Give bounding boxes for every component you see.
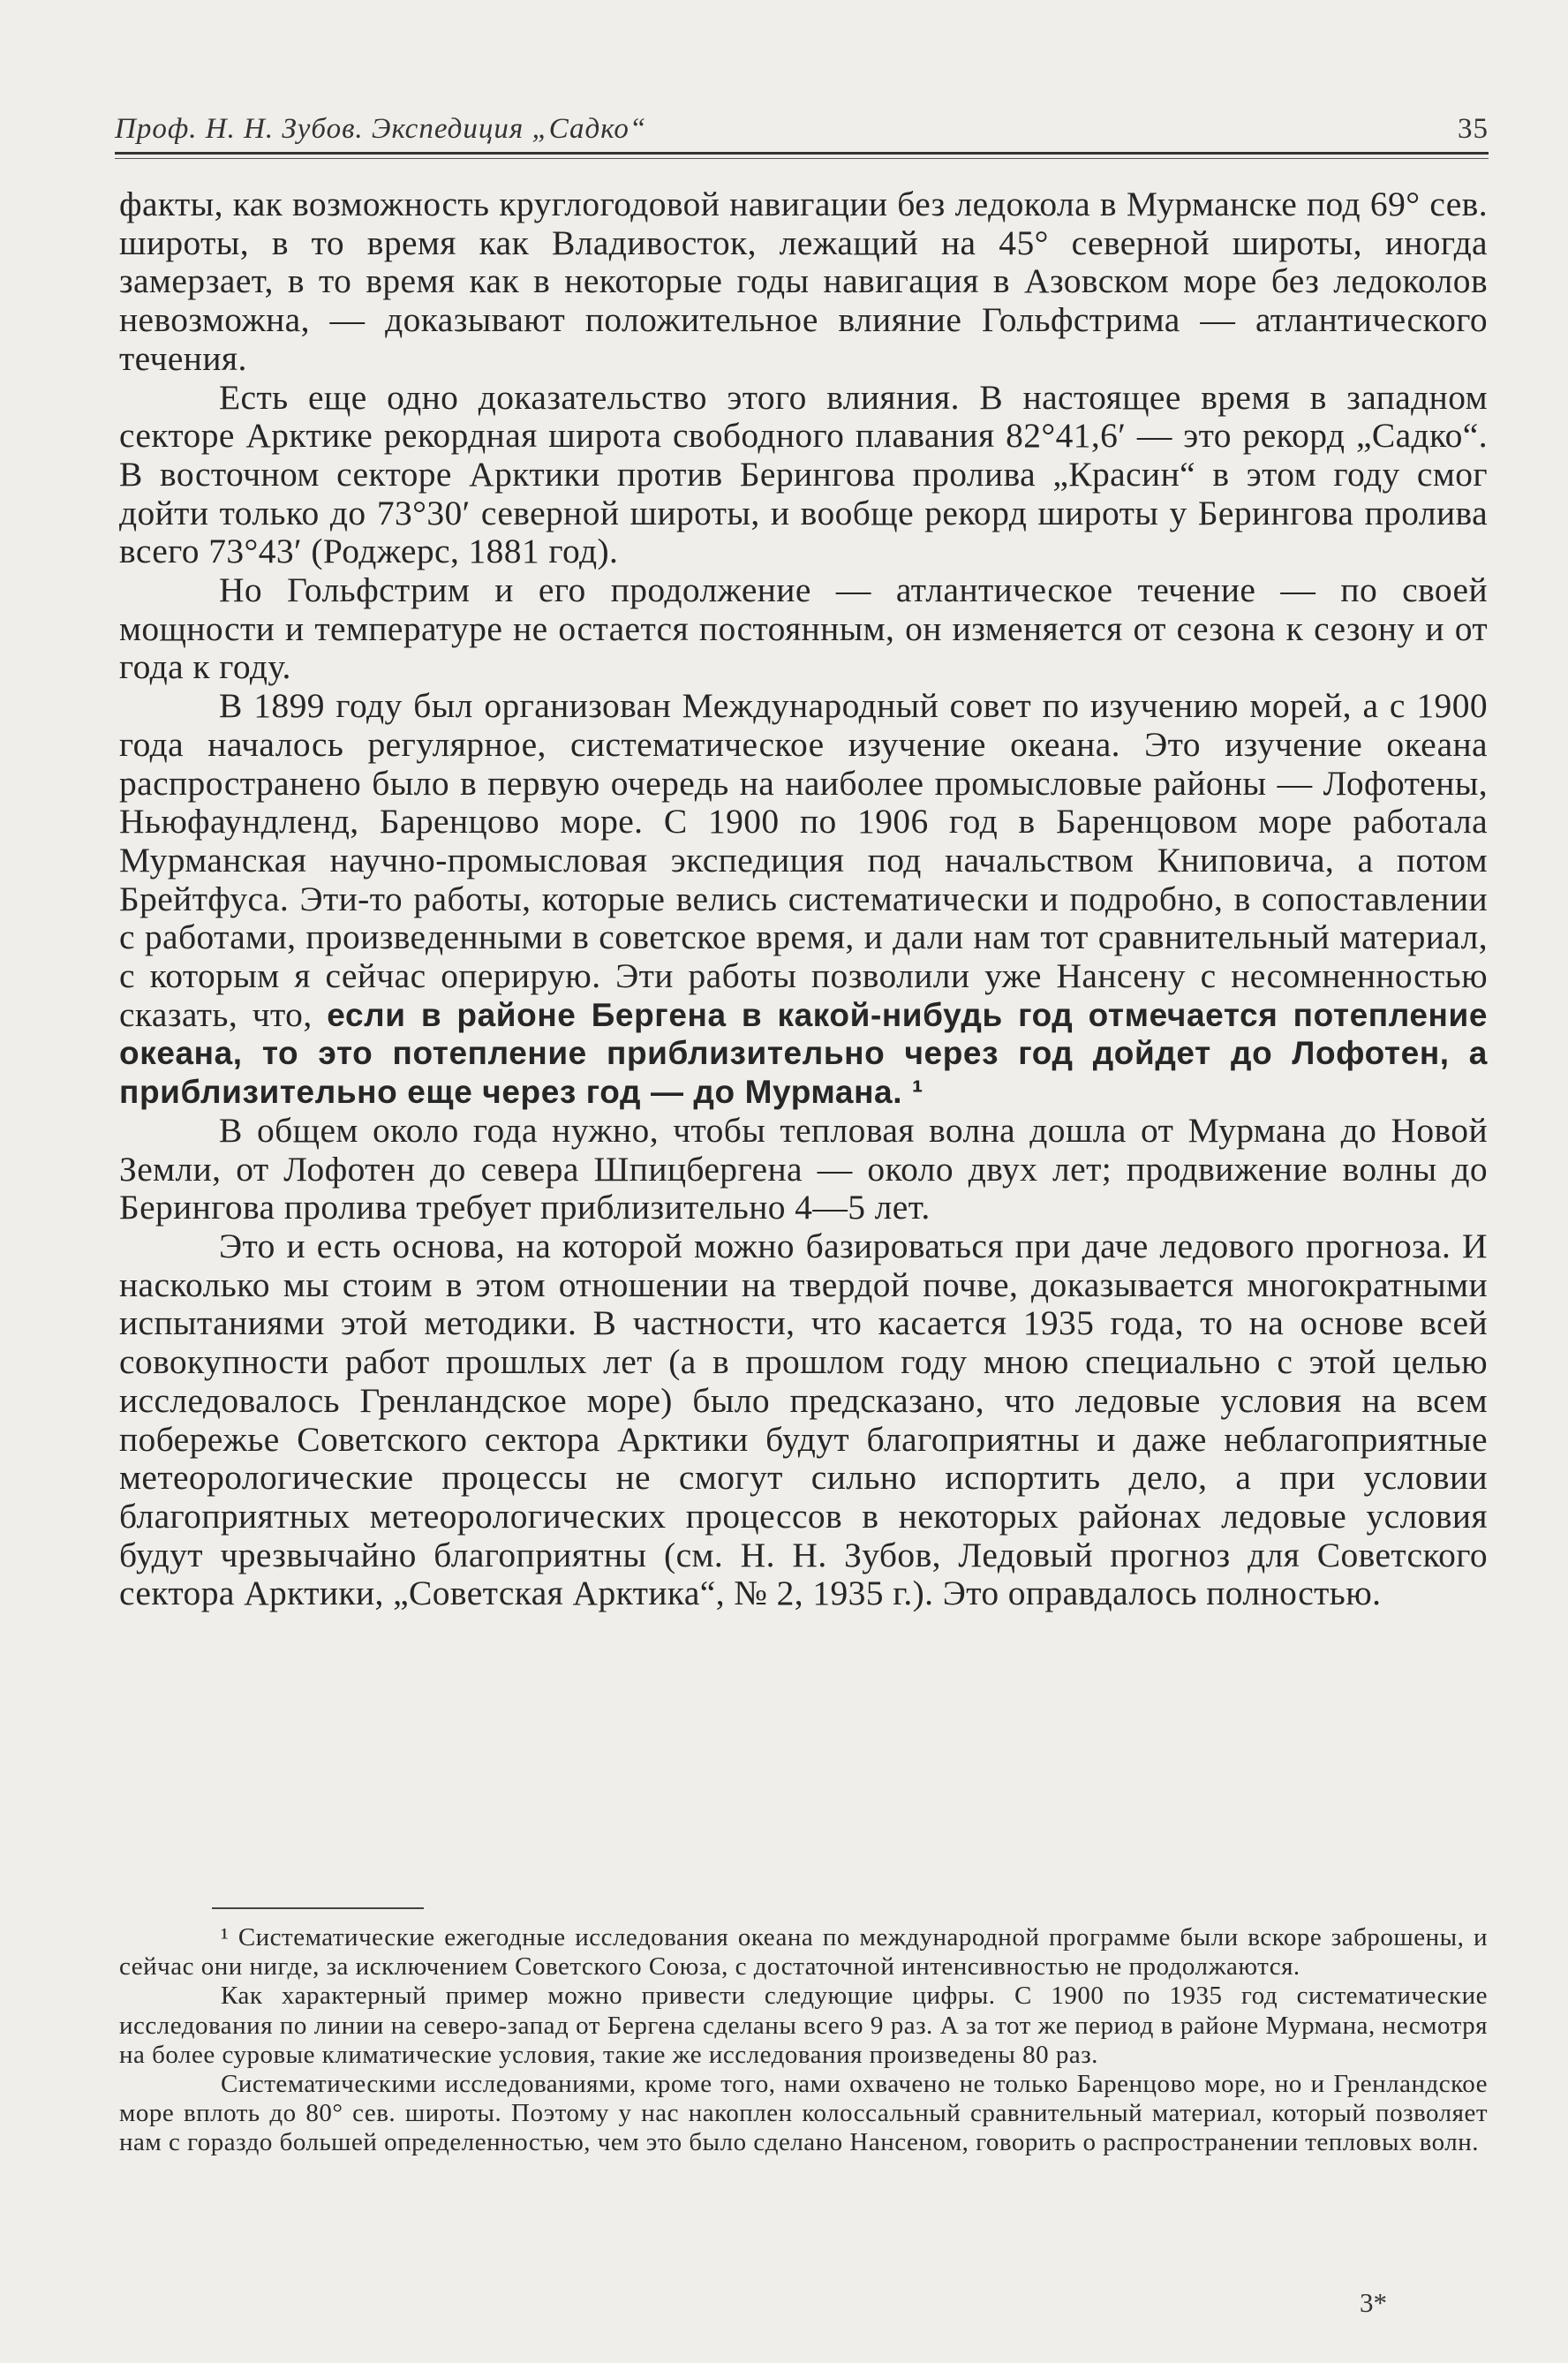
emphasized-text: если в районе Бергена в какой-нибудь год отмечается потепление океана, то это потепление приблизительно через год дойдет до Лофотен, а приблизительно еще через год — до Мурмана. ¹ <box>119 996 1489 1111</box>
footnote: ¹ Систематические ежегодные исследования океана по международной программе были вскоре заброшены, и сейчас они нигде, за исключением Советского Союза, с достаточной интенсивностью не продолжаются. <box>119 1923 1488 1982</box>
paragraph: факты, как возможность круглогодовой навигации без ледокола в Мурманске под 69° сев. широты, в то время как Владивосток, лежащий на 45° северной широты, иногда замерзает, в то время как в некоторые годы навигация в Азовском море без ледоколов невозможна, — доказывают положительное влияние Гольфстрима — атлантического течения. <box>119 185 1488 378</box>
page-number: 35 <box>1458 113 1489 145</box>
header-rule-thin <box>115 158 1489 159</box>
footnote: Систематическими исследованиями, кроме того, нами охвачено не только Баренцово море, но и Гренландское море вплоть до 80° сев. широты. Поэтому у нас накоплен колоссальный сравнительный материал, который позволяет нам с гораздо большей определенностью, чем это было сделано Нансеном, говорить о распространении тепловых волн. <box>119 2070 1488 2157</box>
running-title: Проф. Н. Н. Зубов. Экспедиция „Садко“ <box>115 113 647 145</box>
footnote: Как характерный пример можно привести следующие цифры. С 1900 по 1935 год систематические исследования по линии на северо-запад от Бергена сделаны всего 9 раз. А за тот же период в районе Мурмана, несмотря на более суровые климатические условия, такие же исследования произведены 80 раз. <box>119 1982 1488 2069</box>
header-rule <box>115 152 1489 155</box>
paragraph: Есть еще одно доказательство этого влияния. В настоящее время в западном секторе Арктике рекордная широта свободного плавания 82°41,6′ — это рекорд „Садко“. В восточном секторе Арктики против Берингова пролива „Красин“ в этом году смог дойти только до 73°30′ северной широты, и вообще рекорд широты у Берингова пролива всего 73°43′ (Роджерс, 1881 год). <box>119 377 1488 571</box>
paragraph: Но Гольфстрим и его продолжение — атлантическое течение — по своей мощности и температуре не остается постоянным, он изменяется от сезона к сезону и от года к году. <box>119 570 1488 687</box>
paragraph: Это и есть основа, на которой можно базироваться при даче ледового прогноза. И насколько мы стоим в этом отношении на твердой почве, доказывается многократными испытаниями этой методики. В частности, что касается 1935 года, то на основе всей совокупности работ прошлых лет (а в прошлом году мною специально с этой целью исследовалось Гренландское море) было предсказано, что ледовые условия на всем побережье Советского сектора Арктики будут благоприятны и даже неблагоприятные метеорологические процессы не смогут сильно испортить дело, а при условии благоприятных метеорологических процессов в некоторых районах ледовые условия будут чрезвычайно благоприятны (см. Н. Н. Зубов, Ледовый прогноз для Советского сектора Арктики, „Советская Арктика“, № 2, 1935 г.). Это оправдалось полностью. <box>119 1226 1488 1613</box>
paragraph-text: В 1899 году был организован Международный совет по изучению морей, а с 1900 года началось регулярное, систематическое изучение океана. Это изучение океана распространено было в первую очередь на наиболее промысловые районы — Лофотены, Ньюфаундленд, Баренцово море. С 1900 по 1906 год в Баренцовом море работала Мурманская научно-промысловая экспедиция под начальством Книповича, а потом Брейтфуса. Эти-то работы, которые велись систематически и подробно, в сопоставлении с работами, произведенными в советское время, и дали нам тот сравнительный материал, с которым я сейчас оперирую. Эти работы позволили уже Нансену с несомненностью сказать, что, <box>119 686 1488 1034</box>
running-header <box>115 113 1489 152</box>
footnote-rule <box>212 1907 424 1909</box>
paragraph <box>119 687 1488 1112</box>
paragraph: В общем около года нужно, чтобы тепловая волна дошла от Мурмана до Новой Земли, от Лофотен до севера Шпицбергена — около двух лет; продвижение волны до Берингова пролива требует приблизительно 4—5 лет. <box>119 1110 1488 1227</box>
footnotes <box>119 1923 1488 2158</box>
main-text <box>119 185 1488 1613</box>
signature-mark: 3* <box>1360 2287 1387 2318</box>
